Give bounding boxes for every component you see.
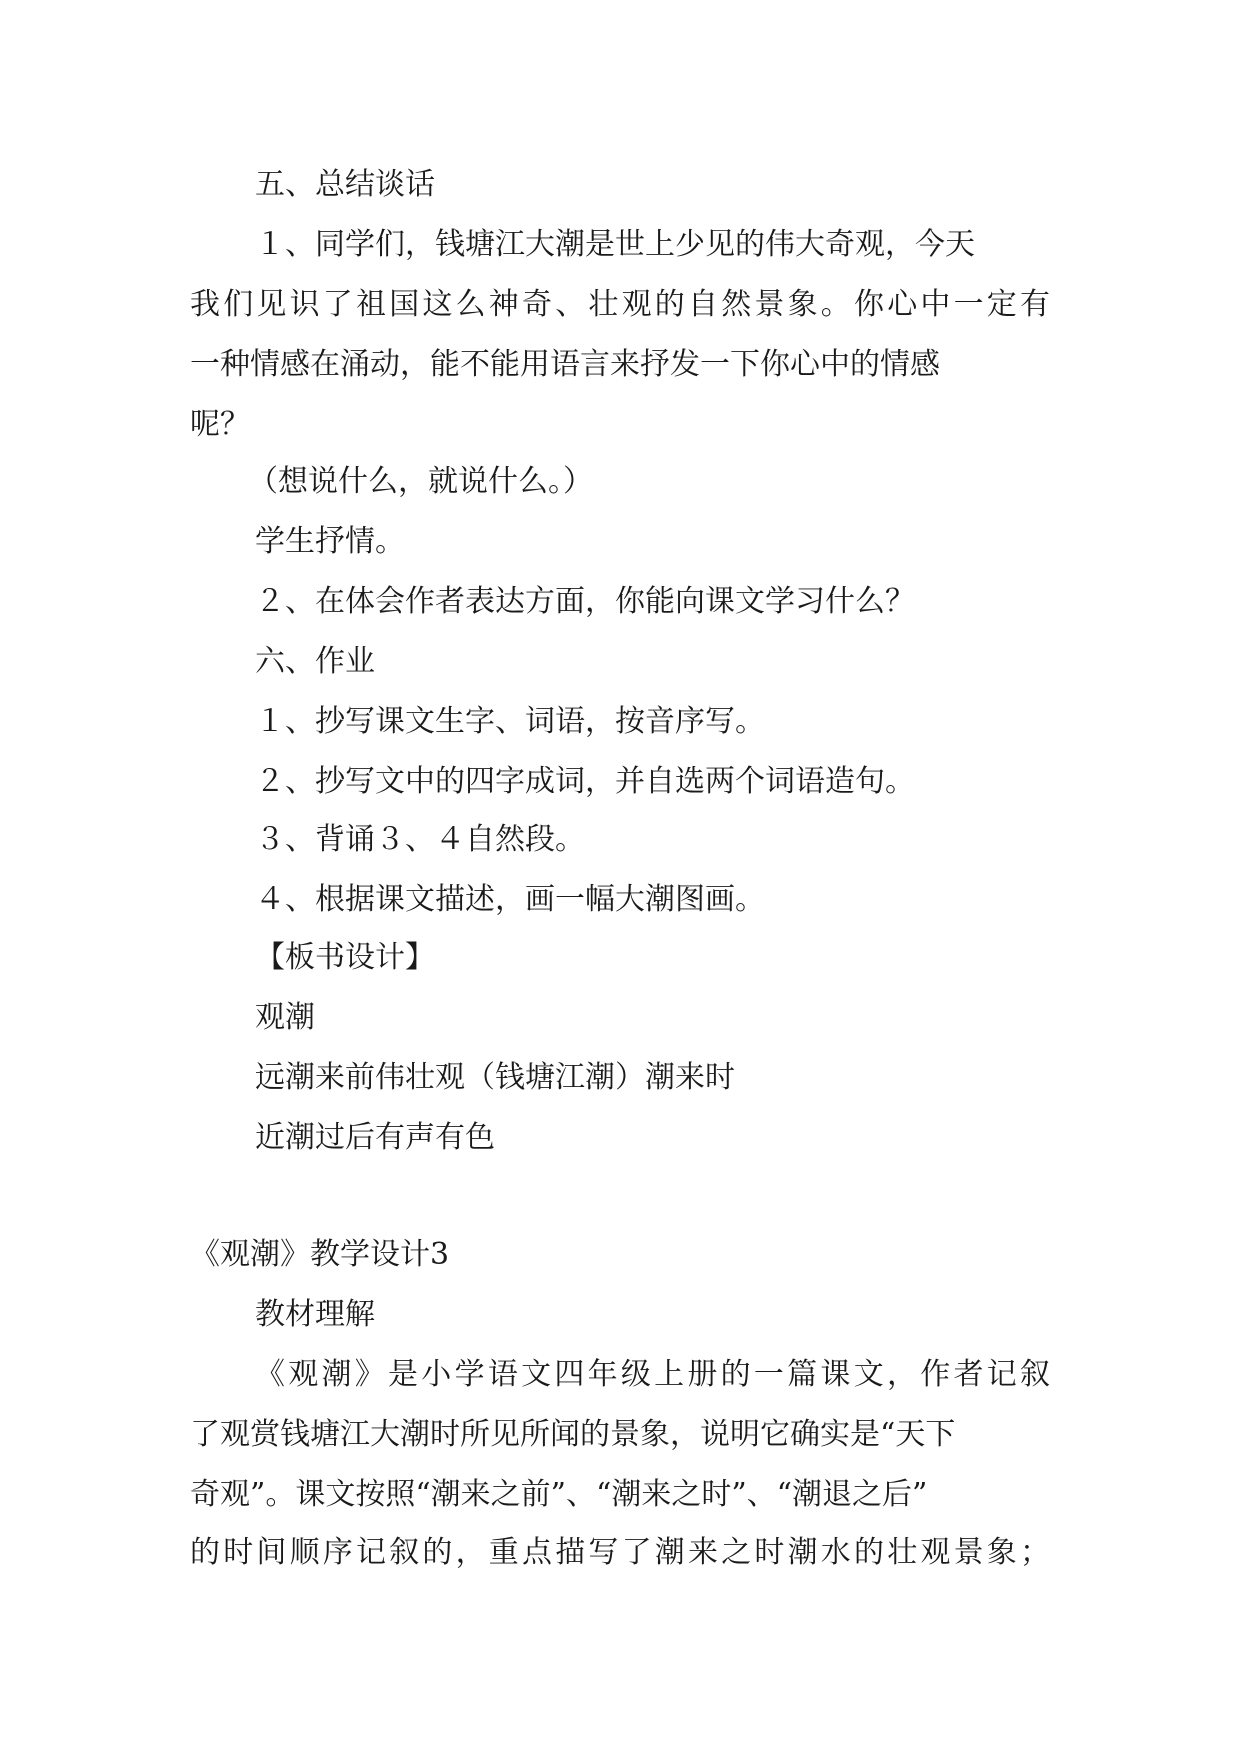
paragraph-line: 呢？	[190, 407, 250, 442]
paragraph-line: 的时间顺序记叙的，重点描写了潮来之时潮水的壮观景象；	[190, 1535, 1054, 1570]
paragraph-line: 学生抒情。	[255, 524, 405, 559]
homework-item: １、抄写课文生字、词语，按音序写。	[255, 704, 765, 739]
board-line: 远潮来前伟壮观（钱塘江潮）潮来时	[255, 1060, 735, 1095]
homework-item: ３、背诵３、４自然段。	[255, 822, 585, 857]
paragraph-line	[255, 225, 1050, 265]
paragraph-line: ２、在体会作者表达方面，你能向课文学习什么？	[255, 584, 915, 619]
paragraph-line: 了观赏钱塘江大潮时所见所闻的景象，说明它确实是“天下	[190, 1417, 956, 1452]
paragraph-line: 奇观”。课文按照“潮来之前”、“潮来之时”、“潮退之后”	[190, 1477, 928, 1512]
homework-item: ４、根据课文描述，画一幅大潮图画。	[255, 882, 765, 917]
paragraph-line: 一种情感在涌动，能不能用语言来抒发一下你心中的情感	[190, 347, 940, 382]
document-title: 《观潮》教学设计3	[190, 1237, 450, 1272]
subheading: 教材理解	[255, 1297, 375, 1332]
paragraph-line: 我们见识了祖国这么神奇、壮观的自然景象。你心中一定有	[190, 287, 1054, 322]
board-line: 近潮过后有声有色	[255, 1120, 495, 1155]
board-design-heading: 【板书设计】	[255, 940, 435, 975]
paragraph-note: （想说什么，就说什么。）	[248, 464, 593, 499]
paragraph-line: 《观潮》是小学语文四年级上册的一篇课文，作者记叙	[255, 1357, 1054, 1392]
paragraph-text: １、同学们，钱塘江大潮是世上少见的伟大奇观，今天	[255, 227, 975, 262]
homework-item: ２、抄写文中的四字成词，并自选两个词语造句。	[255, 764, 915, 799]
board-line: 观潮	[255, 1000, 315, 1035]
section-heading-homework: 六、作业	[255, 644, 375, 679]
section-heading-summary: 五、总结谈话	[255, 167, 435, 202]
